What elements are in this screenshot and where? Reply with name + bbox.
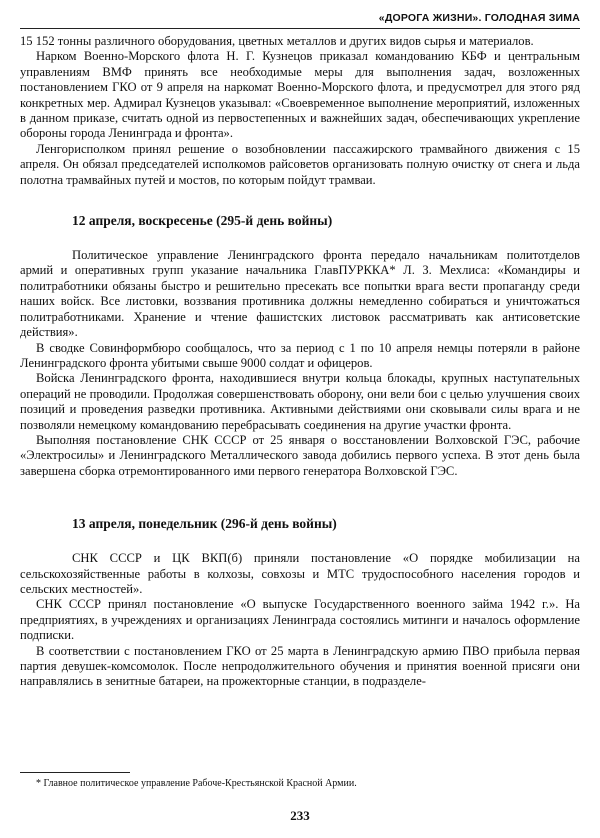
footnote-divider — [20, 772, 130, 773]
paragraph: Выполняя постановление СНК СССР от 25 января о восстановлении Волховской ГЭС, рабочие «Электросилы» и Ленинградского Металлического завода добились первого успеха. В этот день была завершена сборка отремонтированного ими первого генератора Волховской ГЭС. — [20, 432, 580, 478]
paragraph: СНК СССР и ЦК ВКП(б) приняли постановление «О порядке мобилизации на сельскохозяйственные работы в колхозы, совхозы и МТС трудоспособного населения городов и сельских местностей». — [20, 551, 580, 596]
section-heading-april-13: 13 апреля, понедельник (296-й день войны) — [72, 516, 337, 532]
page-body — [20, 34, 580, 690]
paragraph: Политическое управление Ленинградского фронта передало начальникам политотделов армий и оперативных групп указание начальника ГлавПУРККА* Л. З. Мехлиса: «Командиры и политработники обязаны быстро и решительно пресекать все попытки врага вести пропаганду среди наших войск. Все листовки, воззвания противника должны немедленно собираться и уничтожаться политработниками. Хранение и чтение фашистских листовок рассматривать как антисоветские действия». — [20, 248, 580, 340]
paragraph: В соответствии с постановлением ГКО от 25 марта в Ленинградскую армию ПВО прибыла первая партия девушек-комсомолок. После непродолжительного обучения и принятия военной присяги они направлялись в зенитные батареи, на прожекторные станции, в подразделе- — [20, 643, 580, 689]
running-title: «ДОРОГА ЖИЗНИ». ГОЛОДНАЯ ЗИМА — [378, 12, 580, 24]
section-heading-april-12: 12 апреля, воскресенье (295-й день войны) — [72, 213, 333, 229]
paragraph: Нарком Военно-Морского флота Н. Г. Кузнецов приказал командованию КБФ и центральным управлениям ВМФ принять все необходимые меры для выполнения задач, возложенных постановлением ГКО от 9 апреля на наркомат Военно-Морского флота, и предусмотрел для этого ряд конкретных мер. Адмирал Кузнецов указывал: «Своевременное выполнение мероприятий, изложенных в данном приказе, считать одной из первостепенных и важнейших задач, обеспечивающих укрепление обороны города Ленинграда и фронта». — [20, 49, 580, 141]
paragraph: Войска Ленинградского фронта, находившиеся внутри кольца блокады, крупных наступательных операций не проводили. Продолжая совершенствовать оборону, они вели бои с целью улучшения своих позиций и проведения разведки противника. Активными действиями они сковывали силы врага и не позволяли немецкому командованию перебрасывать соединения на другие участки фронта. — [20, 371, 580, 432]
paragraph: СНК СССР принял постановление «О выпуске Государственного военного займа 1942 г.». На предприятиях, в учреждениях и организациях Ленинграда состоялись митинги и началось оформление подписки. — [20, 597, 580, 643]
paragraph: В сводке Совинформбюро сообщалось, что за период с 1 по 10 апреля немцы потеряли в районе Ленинградского фронта убитыми свыше 9000 солдат и офицеров. — [20, 340, 580, 370]
paragraph: Ленгорисполком принял решение о возобновлении пассажирского трамвайного движения с 15 апреля. Он обязал председателей исполкомов райсоветов организовать полную очистку от снега и льда полотна трамвайных путей и мостов, по которым пойдут трамваи. — [20, 141, 580, 187]
page-number: 233 — [290, 808, 310, 823]
footnote: * Главное политическое управление Рабоче-Крестьянской Красной Армии. — [36, 778, 357, 789]
running-header — [20, 12, 580, 29]
paragraph: 15 152 тонны различного оборудования, цветных металлов и других видов сырья и материалов. — [20, 34, 534, 48]
